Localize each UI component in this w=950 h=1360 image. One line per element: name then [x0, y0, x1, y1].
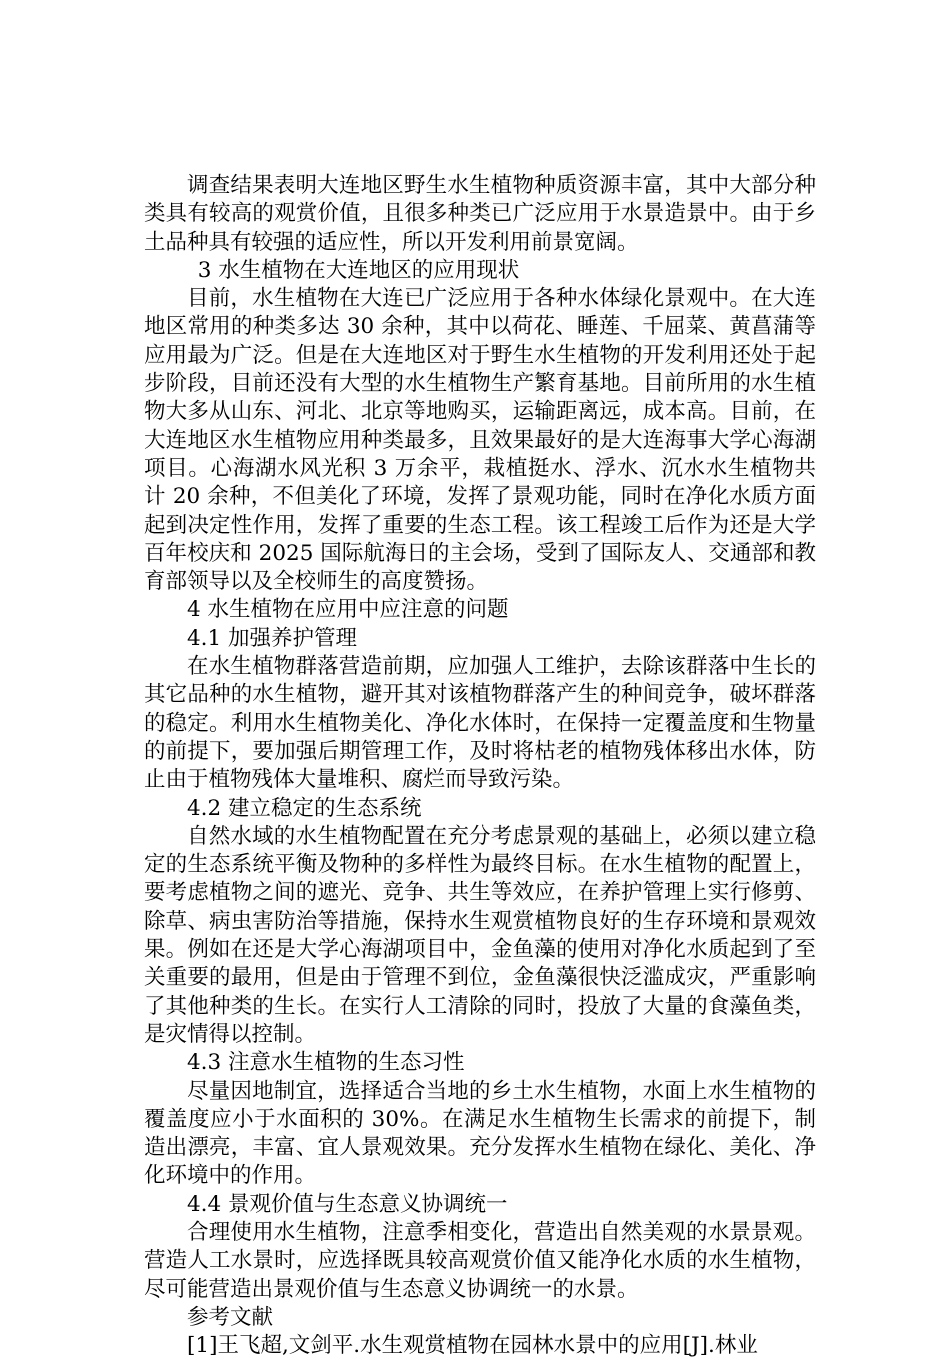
paragraph-maintenance: 在水生植物群落营造前期，应加强人工维护，去除该群落中生长的其它品种的水生植物，避开其对该植物群落产生的种间竞争，破坏群落的稳定。利用水生植物美化、净化水体时，在保持一定覆盖度和生物量的前提下，要加强后期管理工作，及时将枯老的植物残体移出水体，防止由于植物残体大量堆积、腐烂而导致污染。: [144, 654, 816, 793]
paragraph-ecological-habits: 尽量因地制宜，选择适合当地的乡土水生植物，水面上水生植物的覆盖度应小于水面积的 30%。在满足水生植物生长需求的前提下，制造出漂亮，丰富、宜人景观效果。充分发挥水生植物在绿化、美化、净化环境中的作用。: [144, 1078, 816, 1189]
paragraph-survey-results: 调查结果表明大连地区野生水生植物种质资源丰富，其中大部分种类具有较高的观赏价值，且很多种类已广泛应用于水景造景中。由于乡土品种具有较强的适应性，所以开发利用前景宽阔。: [144, 173, 816, 255]
document-body: [144, 172, 816, 1360]
paragraph-landscape-value: 合理使用水生植物，注意季相变化，营造出自然美观的水景景观。营造人工水景时，应选择既具较高观赏价值又能净化水质的水生植物，尽可能营造出景观价值与生态意义协调统一的水景。: [144, 1219, 816, 1302]
references-heading: 参考文献: [187, 1304, 274, 1330]
section-heading-3: 3 水生植物在大连地区的应用现状: [197, 257, 520, 283]
paragraph-application-status: 目前，水生植物在大连已广泛应用于各种水体绿化景观中。在大连地区常用的种类多达 30 余种，其中以荷花、睡莲、千屈菜、黄菖蒲等应用最为广泛。但是在大连地区对于野生水生植物的开发利用还处于起步阶段，目前还没有大型的水生植物生产繁育基地。目前所用的水生植物大多从山东、河北、北京等地购买，运输距离远，成本高。目前，在大连地区水生植物应用种类最多，且效果最好的是大连海事大学心海湖项目。心海湖水风光积 3 万余平，栽植挺水、浮水、沉水水生植物共计 20 余种，不但美化了环境，发挥了景观功能，同时在净化水质方面起到决定性作用，发挥了重要的生态工程。该工程竣工后作为还是大学百年校庆和 2025 国际航海日的主会场，受到了国际友人、交通部和教育部领导以及全校师生的高度赞扬。: [144, 286, 816, 595]
paragraph-ecosystem: 自然水域的水生植物配置在充分考虑景观的基础上，必须以建立稳定的生态系统平衡及物种的多样性为最终目标。在水生植物的配置上，要考虑植物之间的遮光、竞争、共生等效应，在养护管理上实行修剪、除草、病虫害防治等措施，保持水生观赏植物良好的生存环境和景观效果。例如在还是大学心海湖项目中，金鱼藻的使用对净化水质起到了至关重要的最用，但是由于管理不到位，金鱼藻很快泛滥成灾，严重影响了其他种类的生长。在实行人工清除的同时，投放了大量的食藻鱼类，是灾情得以控制。: [144, 823, 816, 1047]
subsection-heading-4-3: 4.3 注意水生植物的生态习性: [187, 1050, 465, 1076]
subsection-heading-4-1: 4.1 加强养护管理: [187, 625, 358, 651]
section-heading-4: 4 水生植物在应用中应注意的问题: [187, 597, 509, 623]
subsection-heading-4-4: 4.4 景观价值与生态意义协调统一: [187, 1191, 508, 1217]
reference-item-1: [1]王飞超,文剑平.水生观赏植物在园林水景中的应用[J].林业: [187, 1333, 758, 1359]
subsection-heading-4-2: 4.2 建立稳定的生态系统: [187, 795, 422, 821]
